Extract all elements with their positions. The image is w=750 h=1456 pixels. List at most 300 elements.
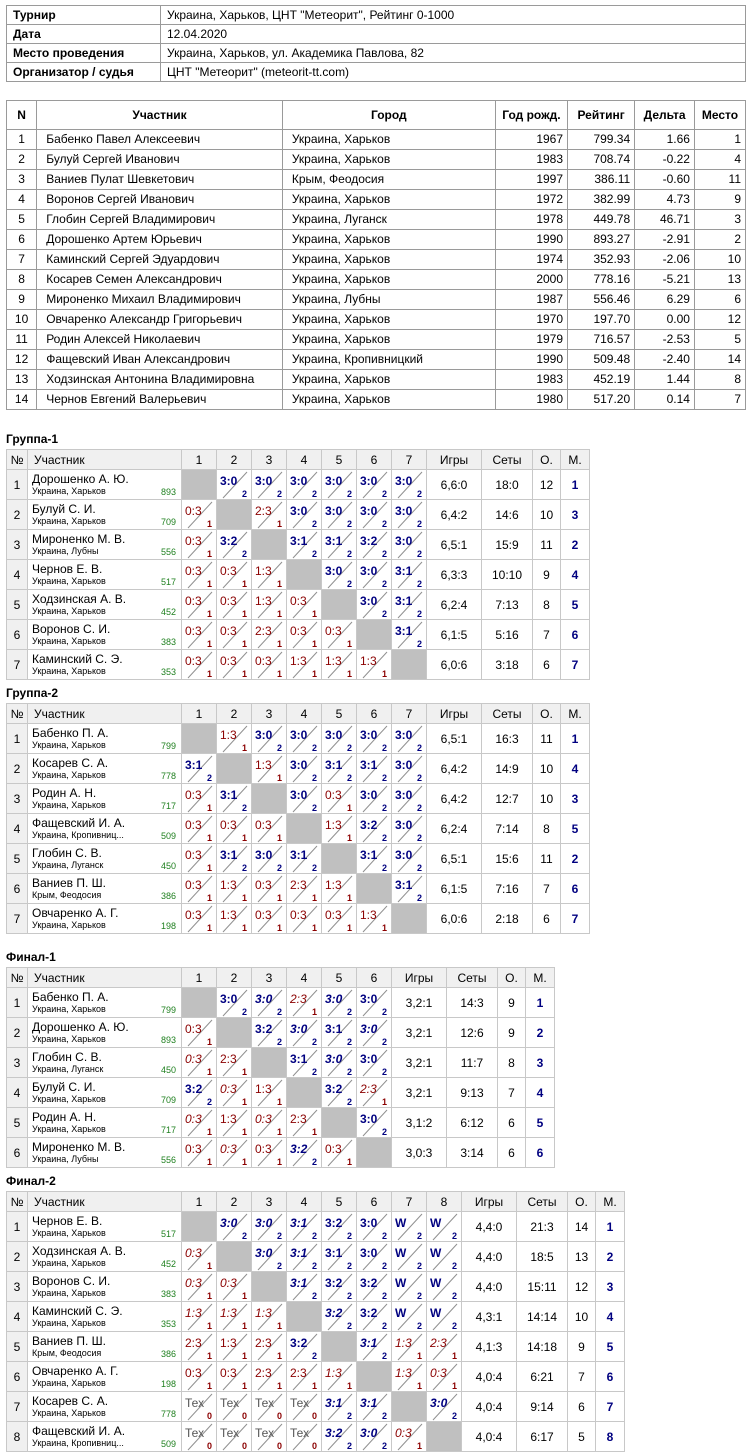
match-points: 1 (241, 1351, 247, 1361)
match-result-cell[interactable] (252, 1332, 287, 1362)
match-result-cell[interactable] (252, 620, 287, 650)
match-result-cell[interactable] (392, 620, 427, 650)
match-result-cell[interactable] (182, 1138, 217, 1168)
match-result-cell[interactable] (217, 470, 252, 500)
match-score: 1:3 (220, 1306, 237, 1320)
match-result-cell[interactable] (287, 470, 322, 500)
match-result-cell[interactable] (182, 1048, 217, 1078)
match-result (182, 1018, 216, 1047)
self-match-cell (182, 724, 217, 754)
match-points: 2 (416, 519, 422, 529)
participant-row (7, 230, 746, 250)
match-result-cell[interactable] (392, 470, 427, 500)
grid-row (7, 1242, 625, 1272)
match-result-cell[interactable] (322, 1362, 357, 1392)
match-score: 1:3 (290, 654, 307, 668)
match-result (182, 874, 216, 903)
match-result-cell[interactable] (287, 874, 322, 904)
match-result-cell[interactable] (392, 1332, 427, 1362)
match-result-cell[interactable] (322, 784, 357, 814)
match-result (322, 1362, 356, 1391)
match-score: 2:3 (255, 1336, 272, 1350)
match-result-cell[interactable] (252, 1422, 287, 1452)
match-result-cell[interactable] (287, 590, 322, 620)
grid-header-number: № (7, 704, 28, 724)
match-result-cell[interactable] (357, 560, 392, 590)
participant-delta: 4.73 (635, 190, 695, 210)
match-result-cell[interactable] (287, 1108, 322, 1138)
match-result-cell[interactable] (182, 1242, 217, 1272)
match-points: 2 (381, 1351, 387, 1361)
match-result-cell[interactable] (357, 1392, 392, 1422)
match-result-cell[interactable] (217, 724, 252, 754)
match-result-cell[interactable] (182, 1392, 217, 1422)
match-result-cell[interactable] (252, 1078, 287, 1108)
match-result-cell[interactable] (392, 1212, 427, 1242)
match-result-cell[interactable] (182, 650, 217, 680)
match-result-cell[interactable] (217, 1392, 252, 1422)
games-cell: 6,6:0 (427, 470, 482, 500)
match-result-cell[interactable] (357, 904, 392, 934)
match-result-cell[interactable] (287, 1422, 322, 1452)
match-score: 3:1 (290, 1052, 308, 1066)
match-result (392, 530, 426, 559)
match-result-cell[interactable] (287, 1242, 322, 1272)
match-result-cell[interactable] (287, 530, 322, 560)
match-points: 1 (206, 893, 212, 903)
match-result-cell[interactable] (287, 1212, 322, 1242)
match-result-cell[interactable] (357, 1048, 392, 1078)
match-result-cell[interactable] (287, 1048, 322, 1078)
match-result (287, 500, 321, 529)
match-result-cell[interactable] (322, 1422, 357, 1452)
row-number: 6 (7, 1362, 28, 1392)
participant-short-name: Воронов С. И. (32, 622, 111, 636)
match-points: 2 (381, 1127, 387, 1137)
match-result-cell[interactable] (392, 844, 427, 874)
match-result-cell[interactable] (217, 844, 252, 874)
match-result-cell[interactable] (252, 590, 287, 620)
match-score: 3:1 (360, 758, 378, 772)
match-score: 3:0 (255, 1246, 273, 1260)
match-result-cell[interactable] (392, 1422, 427, 1452)
participant-city: Украина, Харьков (32, 1034, 106, 1044)
match-result-cell[interactable] (182, 844, 217, 874)
match-result-cell[interactable] (182, 1332, 217, 1362)
match-result-cell[interactable] (357, 1108, 392, 1138)
match-result-cell[interactable] (322, 1138, 357, 1168)
match-points: 1 (206, 1291, 212, 1301)
match-result-cell[interactable] (287, 904, 322, 934)
match-points: 0 (206, 1441, 212, 1451)
participant-cell (28, 590, 182, 620)
participant-place: 3 (694, 210, 745, 230)
match-result (392, 620, 426, 649)
participant-short-name: Булуй С. И. (32, 1080, 96, 1094)
match-result-cell[interactable] (252, 904, 287, 934)
match-result-cell[interactable] (217, 1272, 252, 1302)
participant-cell (28, 1048, 182, 1078)
match-result-cell[interactable] (252, 1302, 287, 1332)
sets-cell: 15:9 (482, 530, 533, 560)
match-result (217, 560, 251, 589)
grid-row (7, 1018, 555, 1048)
match-result-cell[interactable] (287, 1392, 322, 1422)
participant-rating: 509 (160, 831, 176, 841)
match-result-cell[interactable] (392, 1302, 427, 1332)
grid-header-sets: Сеты (482, 450, 533, 470)
match-result-cell[interactable] (182, 500, 217, 530)
match-result (322, 784, 356, 813)
participant-row (7, 310, 746, 330)
match-result-cell[interactable] (217, 560, 252, 590)
match-result-cell[interactable] (287, 754, 322, 784)
match-points: 0 (241, 1411, 247, 1421)
participant-city: Крым, Феодосия (282, 170, 495, 190)
match-result-cell[interactable] (287, 784, 322, 814)
match-result-cell[interactable] (357, 814, 392, 844)
match-result-cell[interactable] (357, 1212, 392, 1242)
match-result-cell[interactable] (357, 500, 392, 530)
match-result-cell[interactable] (357, 784, 392, 814)
match-result-cell[interactable] (357, 724, 392, 754)
match-result-cell[interactable] (217, 874, 252, 904)
match-score: 2:3 (290, 1366, 307, 1380)
match-result-cell[interactable] (217, 1302, 252, 1332)
participant-cell (28, 1018, 182, 1048)
participant-rating: 556.46 (568, 290, 635, 310)
participant-short-name: Овчаренко А. Г. (32, 1364, 119, 1378)
match-result-cell[interactable] (252, 1242, 287, 1272)
match-result (287, 1242, 321, 1271)
match-result-cell[interactable] (427, 1392, 462, 1422)
games-cell: 4,0:4 (462, 1422, 517, 1452)
match-score: 0:3 (220, 1142, 237, 1156)
match-score: 0:3 (185, 1052, 202, 1066)
match-score: 3:1 (395, 564, 413, 578)
match-result-cell[interactable] (217, 1078, 252, 1108)
match-result-cell[interactable] (392, 814, 427, 844)
match-score: 3:0 (360, 992, 378, 1006)
match-points: 1 (241, 893, 247, 903)
row-number: 3 (7, 1272, 28, 1302)
grid-header-sets: Сеты (517, 1192, 568, 1212)
match-result-cell[interactable] (357, 650, 392, 680)
grid-header-games: Игры (462, 1192, 517, 1212)
match-result-cell[interactable] (252, 724, 287, 754)
match-result (287, 470, 321, 499)
match-result-cell[interactable] (182, 560, 217, 590)
participant-place: 6 (694, 290, 745, 310)
match-result-cell[interactable] (322, 988, 357, 1018)
participant-rating: 709 (160, 517, 176, 527)
match-result-cell[interactable] (392, 784, 427, 814)
match-result-cell[interactable] (217, 620, 252, 650)
participant-place: 2 (694, 230, 745, 250)
participant-city: Украина, Харьков (32, 1004, 106, 1014)
match-result-cell[interactable] (392, 874, 427, 904)
match-result-cell[interactable] (322, 1212, 357, 1242)
match-result (217, 1392, 251, 1421)
match-result (322, 650, 356, 679)
match-points: 2 (311, 863, 317, 873)
match-points: 1 (241, 1321, 247, 1331)
match-result-cell[interactable] (322, 1078, 357, 1108)
match-result-cell[interactable] (322, 1018, 357, 1048)
match-result-cell[interactable] (287, 1272, 322, 1302)
match-result-cell[interactable] (252, 1392, 287, 1422)
match-result-cell[interactable] (357, 1018, 392, 1048)
match-result-cell[interactable] (392, 724, 427, 754)
match-result-cell[interactable] (427, 1362, 462, 1392)
match-result-cell[interactable] (287, 1362, 322, 1392)
match-result-cell[interactable] (322, 874, 357, 904)
match-result-cell[interactable] (392, 590, 427, 620)
match-result-cell[interactable] (357, 1302, 392, 1332)
match-result-cell[interactable] (392, 530, 427, 560)
participant-place: 7 (694, 390, 745, 410)
match-points: 1 (311, 1127, 317, 1137)
match-result-cell[interactable] (252, 1138, 287, 1168)
match-points: 2 (276, 1037, 282, 1047)
grid-header-row (7, 450, 590, 470)
match-points: 2 (416, 803, 422, 813)
match-result-cell[interactable] (427, 1242, 462, 1272)
match-result-cell[interactable] (252, 1018, 287, 1048)
match-result-cell[interactable] (182, 620, 217, 650)
match-result-cell[interactable] (287, 650, 322, 680)
match-result-cell[interactable] (252, 1108, 287, 1138)
match-score: 0:3 (185, 818, 202, 832)
match-result-cell[interactable] (322, 530, 357, 560)
match-result-cell[interactable] (392, 1272, 427, 1302)
match-result (357, 1332, 391, 1361)
match-points: 2 (311, 743, 317, 753)
match-result-cell[interactable] (217, 530, 252, 560)
match-result-cell[interactable] (427, 1272, 462, 1302)
grid-header-number: № (7, 968, 28, 988)
match-score: 0:3 (220, 594, 237, 608)
match-score: 3:1 (325, 534, 343, 548)
match-result-cell[interactable] (182, 530, 217, 560)
match-score: 1:3 (255, 594, 272, 608)
match-result-cell[interactable] (217, 904, 252, 934)
match-result-cell[interactable] (357, 1422, 392, 1452)
match-points: 1 (276, 923, 282, 933)
grid-header-opponent: 6 (357, 1192, 392, 1212)
participant-place: 5 (694, 330, 745, 350)
match-result (392, 724, 426, 753)
match-points: 2 (416, 1321, 422, 1331)
match-points: 2 (311, 1157, 317, 1167)
match-result-cell[interactable] (182, 590, 217, 620)
participant-city: Украина, Харьков (32, 740, 106, 750)
match-points: 1 (206, 1261, 212, 1271)
match-result-cell[interactable] (252, 500, 287, 530)
match-result-cell[interactable] (357, 1332, 392, 1362)
match-result (182, 1242, 216, 1271)
match-result-cell[interactable] (182, 1078, 217, 1108)
match-result-cell[interactable] (287, 500, 322, 530)
match-result-cell[interactable] (252, 650, 287, 680)
match-points: 2 (416, 609, 422, 619)
match-result-cell[interactable] (357, 590, 392, 620)
participant-place: 10 (694, 250, 745, 270)
match-result-cell[interactable] (217, 1332, 252, 1362)
match-result-cell[interactable] (357, 754, 392, 784)
match-result-cell[interactable] (182, 1362, 217, 1392)
match-result (182, 844, 216, 873)
match-score: 3:0 (290, 504, 308, 518)
info-label: Организатор / судья (7, 63, 161, 82)
participant-city: Украина, Луганск (32, 1064, 104, 1074)
points-cell: 8 (533, 590, 561, 620)
match-result-cell[interactable] (217, 650, 252, 680)
match-result-cell[interactable] (252, 754, 287, 784)
match-result-cell[interactable] (322, 470, 357, 500)
match-result-cell[interactable] (287, 620, 322, 650)
match-result-cell[interactable] (322, 560, 357, 590)
match-points: 2 (346, 773, 352, 783)
match-points: 2 (276, 1231, 282, 1241)
match-result-cell[interactable] (357, 1242, 392, 1272)
match-points: 2 (381, 773, 387, 783)
match-score: 1:3 (395, 1366, 412, 1380)
match-result-cell[interactable] (252, 560, 287, 590)
match-result-cell[interactable] (217, 1048, 252, 1078)
grid-row (7, 590, 590, 620)
match-result-cell[interactable] (287, 1018, 322, 1048)
match-result-cell[interactable] (182, 874, 217, 904)
match-result-cell[interactable] (252, 1362, 287, 1392)
match-result-cell[interactable] (252, 470, 287, 500)
row-number: 4 (7, 1078, 28, 1108)
match-result-cell[interactable] (322, 650, 357, 680)
match-result-cell[interactable] (322, 500, 357, 530)
grid-header-opponent: 5 (322, 968, 357, 988)
match-result (182, 814, 216, 843)
match-points: 1 (416, 1351, 422, 1361)
match-score: 3:1 (290, 848, 308, 862)
match-result-cell[interactable] (287, 1138, 322, 1168)
match-result-cell[interactable] (287, 988, 322, 1018)
grid-header-opponent: 5 (322, 704, 357, 724)
match-score: 3:2 (290, 1142, 308, 1156)
match-result-cell[interactable] (392, 1242, 427, 1272)
match-points: 2 (311, 1351, 317, 1361)
match-result-cell[interactable] (217, 988, 252, 1018)
match-result-cell[interactable] (357, 530, 392, 560)
participant-city: Украина, Харьков (32, 606, 106, 616)
match-score: 0:3 (220, 564, 237, 578)
match-result-cell[interactable] (427, 1302, 462, 1332)
match-result-cell[interactable] (252, 844, 287, 874)
match-result-cell[interactable] (322, 904, 357, 934)
match-result-cell[interactable] (322, 1272, 357, 1302)
match-result-cell[interactable] (217, 1362, 252, 1392)
participant-name: Воронов Сергей Иванович (37, 190, 283, 210)
match-result-cell[interactable] (182, 1018, 217, 1048)
match-result-cell[interactable] (322, 1302, 357, 1332)
sets-cell: 12:7 (482, 784, 533, 814)
match-result-cell[interactable] (252, 814, 287, 844)
participants-table (6, 100, 746, 410)
match-result-cell[interactable] (182, 784, 217, 814)
match-result (322, 814, 356, 843)
match-result-cell[interactable] (322, 1048, 357, 1078)
match-result-cell[interactable] (182, 1108, 217, 1138)
match-result-cell[interactable] (322, 1242, 357, 1272)
match-result-cell[interactable] (182, 814, 217, 844)
match-result-cell[interactable] (252, 1212, 287, 1242)
match-result-cell[interactable] (252, 874, 287, 904)
info-label: Дата (7, 25, 161, 44)
match-result-cell[interactable] (392, 1362, 427, 1392)
match-result-cell[interactable] (217, 1212, 252, 1242)
match-result-cell[interactable] (357, 844, 392, 874)
match-result (392, 1302, 426, 1331)
match-result-cell[interactable] (322, 754, 357, 784)
match-points: 2 (346, 1007, 352, 1017)
match-result-cell[interactable] (392, 754, 427, 784)
match-result-cell[interactable] (217, 814, 252, 844)
match-points: 1 (276, 519, 282, 529)
match-result-cell[interactable] (217, 1108, 252, 1138)
match-result-cell[interactable] (252, 988, 287, 1018)
match-score: 3:0 (430, 1396, 448, 1410)
match-result-cell[interactable] (322, 724, 357, 754)
match-result-cell[interactable] (357, 1078, 392, 1108)
match-score: 3:0 (255, 474, 273, 488)
match-result-cell[interactable] (182, 1302, 217, 1332)
match-result-cell[interactable] (357, 470, 392, 500)
match-result-cell[interactable] (322, 620, 357, 650)
match-score: 2:3 (430, 1336, 447, 1350)
match-result-cell[interactable] (182, 1272, 217, 1302)
match-result-cell[interactable] (217, 1422, 252, 1452)
self-match-cell (252, 530, 287, 560)
grid-row (7, 1138, 555, 1168)
match-result-cell[interactable] (287, 844, 322, 874)
participant-cell (28, 1212, 182, 1242)
match-result-cell[interactable] (427, 1212, 462, 1242)
match-result (182, 1422, 216, 1451)
match-result-cell[interactable] (392, 500, 427, 530)
match-score: 0:3 (185, 564, 202, 578)
match-result-cell[interactable] (322, 1392, 357, 1422)
match-result-cell[interactable] (182, 904, 217, 934)
match-result-cell[interactable] (322, 814, 357, 844)
match-result-cell[interactable] (427, 1332, 462, 1362)
match-result-cell[interactable] (392, 560, 427, 590)
self-match-cell (182, 470, 217, 500)
match-result-cell[interactable] (357, 988, 392, 1018)
match-result-cell[interactable] (217, 784, 252, 814)
match-points: 2 (346, 579, 352, 589)
grid-header-opponent: 5 (322, 450, 357, 470)
match-result-cell[interactable] (217, 1138, 252, 1168)
match-result-cell[interactable] (182, 754, 217, 784)
match-result-cell[interactable] (287, 724, 322, 754)
grid-header-opponent: 1 (182, 450, 217, 470)
match-result-cell[interactable] (217, 590, 252, 620)
participant-cell (28, 724, 182, 754)
match-result-cell[interactable] (182, 1422, 217, 1452)
match-result-cell[interactable] (357, 1272, 392, 1302)
match-result-cell[interactable] (287, 1332, 322, 1362)
match-score: Тех (220, 1396, 240, 1410)
match-points: 1 (206, 1157, 212, 1167)
